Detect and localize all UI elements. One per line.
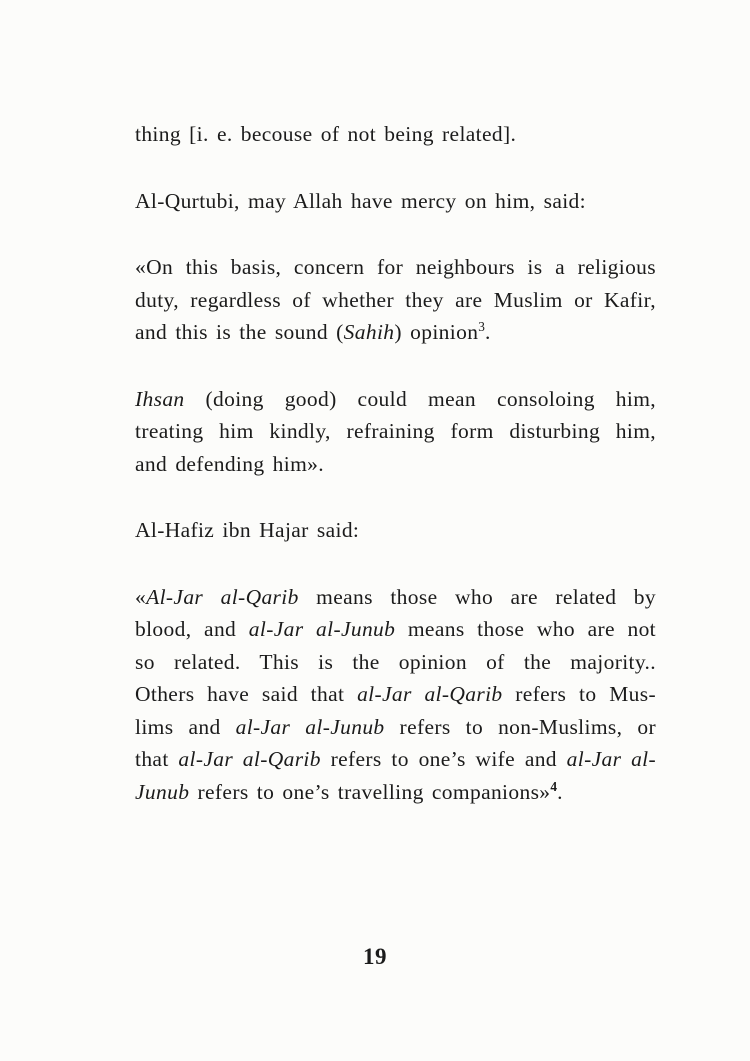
text-run: . xyxy=(484,320,491,344)
text-run: Junub xyxy=(135,779,190,804)
text-run: « xyxy=(135,584,147,609)
text-line xyxy=(135,514,656,547)
text-run: refers to Mus- xyxy=(502,682,656,706)
text-run: ) opinion xyxy=(394,320,479,344)
text-run: 3 xyxy=(478,318,485,334)
text-run: (doing good) could mean consoloing him, xyxy=(184,386,656,411)
text-run: Al-Jar al-Qarib xyxy=(146,584,299,609)
text-run: treating him kindly, refraining form disturbing him, xyxy=(135,419,656,443)
text-run: refers to one’s wife and xyxy=(320,747,567,771)
text-run: al-Jar al-Junub xyxy=(235,714,385,739)
text-line xyxy=(135,581,656,614)
text-line xyxy=(135,383,656,416)
text-run: and this is the sound ( xyxy=(135,320,344,344)
text-run: Others have said that xyxy=(135,682,358,706)
text-run: al-Jar al-Qarib xyxy=(357,682,503,706)
text-line xyxy=(135,646,656,679)
text-run: and defending him». xyxy=(135,451,324,476)
text-line xyxy=(135,743,656,776)
text-line xyxy=(135,284,656,317)
paragraph xyxy=(135,514,656,547)
text-line xyxy=(135,118,656,151)
text-line xyxy=(135,185,656,218)
text-run: means those who are related by xyxy=(298,584,656,609)
text-run: refers to one’s travelling companions» xyxy=(189,779,551,804)
text-run: Al-Qurtubi, may Allah have mercy on him, said: xyxy=(135,188,586,213)
text-run: lims and xyxy=(135,714,236,739)
text-run: that xyxy=(135,747,179,771)
text-run: blood, and xyxy=(135,617,249,641)
text-run: so related. This is the opinion of the majority.. xyxy=(135,649,656,674)
text-line xyxy=(135,776,656,809)
paragraph xyxy=(135,251,656,349)
page-text xyxy=(135,118,656,842)
text-run: refers to non-Muslims, or xyxy=(384,714,656,739)
page-number: 19 xyxy=(363,944,387,969)
text-run: «On this basis, concern for neighbours is a religious xyxy=(135,255,656,279)
text-run: al-Jar al-Qarib xyxy=(178,747,321,771)
text-line xyxy=(135,711,656,744)
text-run: means those who are not xyxy=(395,617,656,641)
text-line xyxy=(135,613,656,646)
text-run: Sahih xyxy=(343,320,395,344)
text-run: thing [i. e. becouse of not being related]. xyxy=(135,122,517,146)
paragraph xyxy=(135,383,656,481)
text-run: . xyxy=(557,779,563,804)
text-run: al-Jar al-Junub xyxy=(248,617,396,641)
text-run: duty, regardless of whether they are Muslim or Kafir, xyxy=(135,287,656,312)
paragraph xyxy=(135,118,656,151)
paragraph xyxy=(135,185,656,218)
text-run: Ihsan xyxy=(135,386,185,411)
text-line xyxy=(135,316,656,349)
text-run: Al-Hafiz ibn Hajar said: xyxy=(135,518,360,542)
text-line xyxy=(135,251,656,284)
text-line xyxy=(135,678,656,711)
paragraph xyxy=(135,581,656,809)
text-run: al-Jar al- xyxy=(566,747,657,771)
text-line xyxy=(135,448,656,481)
text-line xyxy=(135,415,656,448)
text-run: 4 xyxy=(550,778,558,794)
